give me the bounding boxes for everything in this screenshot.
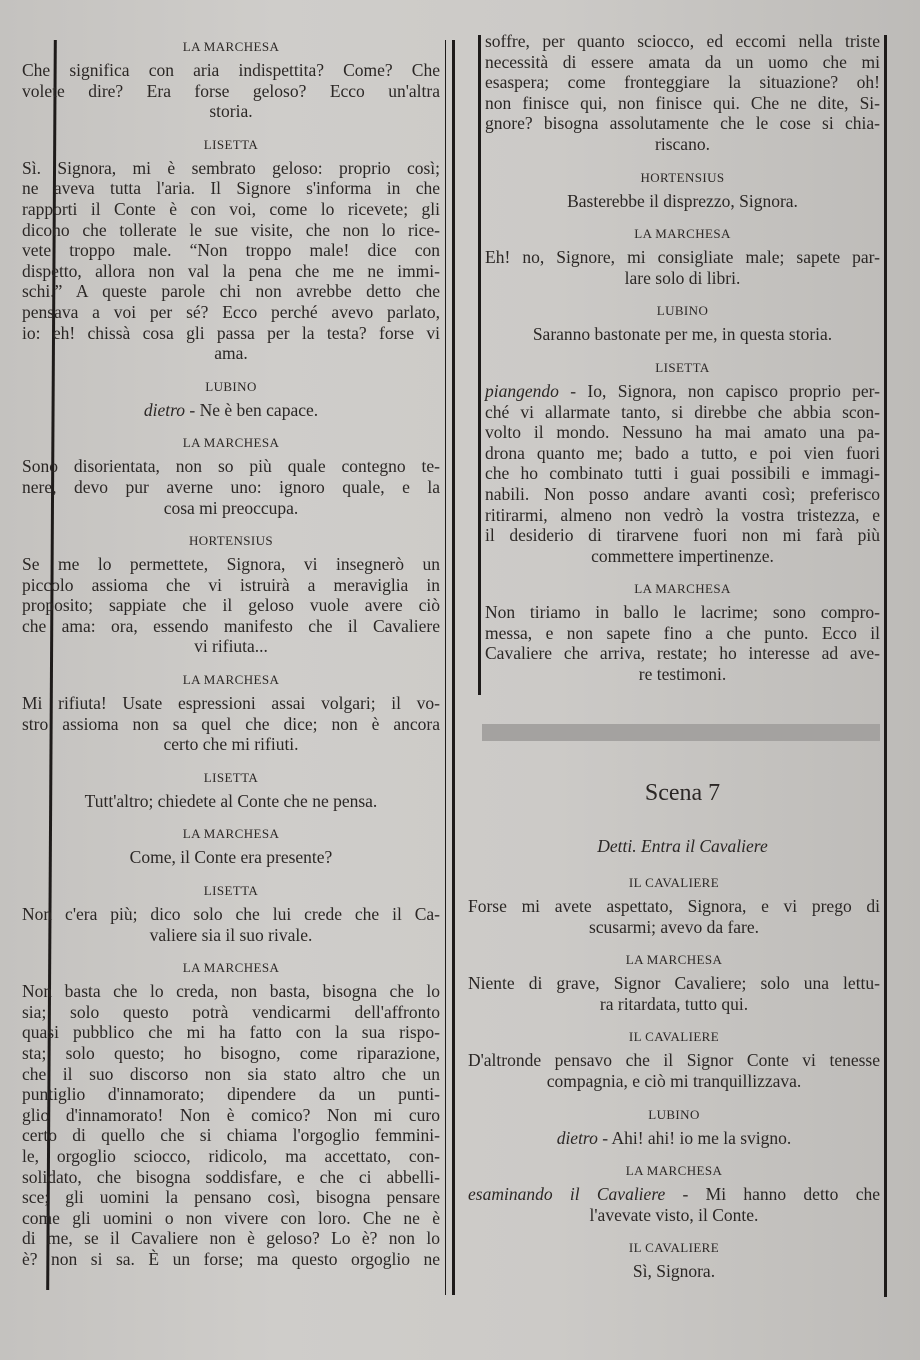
- stage-direction: dietro: [556, 1127, 598, 1148]
- text-line: le, orgoglio sciocco, ridicolo, ma accettato, con-: [22, 1145, 440, 1166]
- text-line: [468, 1184, 880, 1205]
- speaker-name: LISETTA: [203, 136, 259, 152]
- speech-block: [468, 1160, 880, 1225]
- speaker-name: LUBINO: [656, 303, 709, 319]
- scene-divider-bar: [482, 724, 880, 741]
- text-line: il desiderio di tirarvene fuori non mi farà più: [485, 525, 880, 546]
- column-rule: [478, 35, 481, 695]
- speech-block: [485, 578, 880, 684]
- text-line: che ho combinato tutti i guai possibili e immagi-: [485, 463, 880, 484]
- scene-dialogue: [468, 872, 880, 1294]
- text-line: puntiglio d'innamorato; dipendere da un punti-: [22, 1084, 440, 1105]
- text-line: sia; solo questo potrà vendicarmi dell'affronto: [22, 1001, 440, 1022]
- speaker-name: HORTENSIUS: [188, 533, 274, 549]
- text-line: Mi rifiuta! Usate espressioni assai volgari; il vo-: [22, 693, 440, 714]
- text-line: ritirarmi, almeno non vedrò la vostra tristezza, e: [485, 504, 880, 525]
- speaker-name: LUBINO: [648, 1106, 700, 1122]
- speech-block: [22, 134, 440, 364]
- text-line: Saranno bastonate per me, in questa storia.: [532, 324, 833, 345]
- text-line: Come, il Conte era presente?: [129, 847, 333, 868]
- text-line: quasi pubblico che mi ha fatto con la sua rispo-: [22, 1022, 440, 1043]
- text-line: non finisce qui, non finisce qui. Che ne dite, Si-: [485, 92, 880, 113]
- speaker-name: LA MARCHESA: [625, 952, 723, 968]
- left-column: [22, 36, 440, 1282]
- text-line: vete troppo male. “Non troppo male! dice con: [22, 240, 440, 261]
- speech-block: [468, 1026, 880, 1091]
- stage-direction: esaminando il Cavaliere: [468, 1184, 666, 1205]
- speaker-name: LA MARCHESA: [182, 672, 280, 688]
- speech-block: [485, 300, 880, 345]
- text-line: ra ritardata, tutto qui.: [599, 993, 749, 1014]
- text-line: io: eh! chissà cosa gli passa per la testa? forse vi: [22, 322, 440, 343]
- text-line: certo che mi rifiuti.: [163, 734, 299, 755]
- speech-block: [485, 223, 880, 288]
- text-line: come gli uomini o non vivere con loro. Che ne è: [22, 1207, 440, 1228]
- speech-block: [22, 957, 440, 1269]
- text-line: dispetto, allora non val la pena che me ne immi-: [22, 260, 440, 281]
- text-line: Basterebbe il disprezzo, Signora.: [567, 190, 798, 211]
- speaker-name: IL CAVALIERE: [628, 1029, 720, 1045]
- speaker-name: LUBINO: [205, 378, 257, 394]
- speaker-name: IL CAVALIERE: [628, 1240, 720, 1256]
- text-line: dicono che tollerate le sue visite, che non lo rice-: [22, 219, 440, 240]
- speech-block: [22, 530, 440, 657]
- text-line: l'avevate visto, il Conte.: [589, 1204, 759, 1225]
- speech-block: [485, 31, 880, 155]
- stage-direction: piangendo: [485, 380, 559, 401]
- speech-block: [22, 376, 440, 421]
- speaker-name: LA MARCHESA: [182, 826, 280, 842]
- text-line: messa, e non sapete fino a che punto. Ecco il: [485, 622, 880, 643]
- text-line: vi rifiuta...: [194, 636, 268, 657]
- text-line: drona quanto me; bado a tutto, e poi vien fuori: [485, 442, 880, 463]
- text-line: ne aveva tutta l'aria. Il Signore s'informa in che: [22, 178, 440, 199]
- speech-block: [468, 872, 880, 937]
- speaker-name: LA MARCHESA: [625, 1163, 723, 1179]
- speaker-name: HORTENSIUS: [640, 169, 725, 185]
- column-rule: [452, 40, 455, 1295]
- stage-direction: dietro: [143, 399, 186, 420]
- text-line: Che significa con aria indispettita? Come? Che: [22, 60, 440, 80]
- text-line: [485, 381, 880, 402]
- speech-block: [468, 949, 880, 1014]
- text-line: scusarmi; avevo da fare.: [588, 916, 760, 937]
- text-line: [468, 1128, 880, 1149]
- speech-block: [22, 823, 440, 868]
- text-line: di me, se il Cavaliere non è geloso? Lo è? non lo: [22, 1228, 440, 1249]
- text-line: Eh! no, Signore, mi consigliate male; sapete par-: [485, 247, 880, 268]
- line-text: - Mi hanno detto che: [665, 1184, 880, 1205]
- text-line: Sono disorientata, non so più quale contegno te-: [22, 456, 440, 477]
- speaker-name: LISETTA: [203, 769, 259, 785]
- text-line: esaspera; come fronteggiare la situazione? oh!: [485, 72, 880, 93]
- text-line: valiere sia il suo rivale.: [149, 924, 313, 945]
- text-line: piccolo assioma che vi istruirà a meraviglia in: [22, 574, 440, 595]
- speaker-name: LA MARCHESA: [634, 226, 731, 242]
- text-line: pensava a voi per sé? Ecco perché avevo parlato,: [22, 301, 440, 322]
- speech-block: [22, 36, 440, 122]
- text-line: storia.: [209, 101, 253, 122]
- scene-stage-direction: Detti. Entra il Cavaliere: [597, 836, 768, 856]
- text-line: [22, 400, 440, 421]
- text-line: nere, devo pur averne uno: ignoro quale, e la: [22, 476, 440, 497]
- speech-block: [22, 669, 440, 755]
- text-line: Se me lo permettete, Signora, vi insegnerò un: [22, 554, 440, 575]
- text-line: Forse mi avete aspettato, Signora, e vi prego di: [468, 896, 880, 916]
- text-line: commettere impertinenze.: [591, 545, 774, 566]
- scene-title: Scena 7: [644, 780, 721, 806]
- text-line: solidato, che bisogna soddisfare, e che ci abbelli-: [22, 1166, 440, 1187]
- speech-block: [22, 767, 440, 812]
- column-rule: [884, 35, 887, 1297]
- speaker-name: LA MARCHESA: [182, 435, 280, 451]
- text-line: ché vi allarmate tanto, si direbbe che abbia scon-: [485, 401, 880, 422]
- text-line: Cavaliere che arriva, restate; ho interesse ad ave-: [485, 643, 880, 664]
- text-line: Non tiriamo in ballo le lacrime; sono compro-: [485, 602, 880, 623]
- text-line: nabili. Non posso andare avanti così; preferisco: [485, 483, 880, 504]
- speech-block: [22, 880, 440, 945]
- text-line: sce; gli uomini la pensano così, bisogna pensare: [22, 1187, 440, 1208]
- text-line: stro assioma non sa quel che dice; non è ancora: [22, 713, 440, 734]
- text-line: necessità di essere amata da un uomo che mi: [485, 51, 880, 72]
- column-rule: [445, 40, 446, 1295]
- right-column: [485, 31, 880, 697]
- text-line: soffre, per quanto sciocco, ed eccomi nella triste: [485, 31, 880, 51]
- text-line: rapporti il Conte è con voi, come lo ricevete; gli: [22, 198, 440, 219]
- text-line: che ama: ora, essendo manifesto che il Cavaliere: [22, 615, 440, 636]
- speech-block: [485, 357, 880, 566]
- speaker-name: LA MARCHESA: [182, 39, 280, 54]
- text-line: volete dire? Era forse geloso? Ecco un'altra: [22, 80, 440, 101]
- text-line: schi.” A queste parole chi non avrebbe detto che: [22, 281, 440, 302]
- text-line: cosa mi preoccupa.: [163, 497, 299, 518]
- text-line: è? non si sa. È un forse; ma questo orgoglio ne: [22, 1248, 440, 1269]
- text-line: proposito; sappiate che il geloso vuole avere ciò: [22, 595, 440, 616]
- text-line: Non basta che lo creda, non basta, bisogna che lo: [22, 981, 440, 1002]
- text-line: sta; solo questo; ho bisogno, come riparazione,: [22, 1043, 440, 1063]
- text-line: Niente di grave, Signor Cavaliere; solo una lettu-: [468, 973, 880, 994]
- text-line: gnore? bisogna assolutamente che le cose si chia-: [485, 113, 880, 134]
- text-line: volto il mondo. Nessuno ha mai amato una pa-: [485, 422, 880, 443]
- speaker-name: LISETTA: [655, 359, 710, 375]
- speech-block: [468, 1237, 880, 1282]
- text-line: Sì. Signora, mi è sembrato geloso: proprio così;: [22, 157, 440, 178]
- text-line: ama.: [214, 343, 248, 364]
- speech-block: [485, 167, 880, 212]
- text-line: glio d'innamorato! Non è comico? Non mi curo: [22, 1104, 440, 1125]
- speaker-name: IL CAVALIERE: [628, 875, 720, 890]
- text-line: che il suo discorso non sia stato altro che un: [22, 1063, 440, 1084]
- speaker-name: LA MARCHESA: [634, 581, 731, 597]
- text-line: lare solo di libri.: [624, 267, 741, 288]
- text-line: Sì, Signora.: [632, 1261, 716, 1282]
- speaker-name: LISETTA: [203, 883, 259, 899]
- text-line: Tutt'altro; chiedete al Conte che ne pensa.: [84, 790, 378, 811]
- line-text: - Ne è ben capace.: [185, 399, 319, 420]
- text-line: D'altronde pensavo che il Signor Conte vi tenesse: [468, 1050, 880, 1071]
- line-text: - Ahi! ahi! io me la svigno.: [597, 1127, 792, 1148]
- text-line: certo di quello che si chiama l'orgoglio femmini-: [22, 1125, 440, 1146]
- text-line: compagnia, e ciò mi tranquillizzava.: [546, 1070, 802, 1091]
- text-line: riscano.: [655, 133, 710, 154]
- line-text: - Io, Signora, non capisco proprio per-: [558, 380, 880, 401]
- speech-block: [22, 432, 440, 518]
- speech-block: [468, 1104, 880, 1149]
- text-line: Non c'era più; dico solo che lui crede che il Ca-: [22, 904, 440, 925]
- speaker-name: LA MARCHESA: [182, 960, 280, 976]
- text-line: re testimoni.: [638, 664, 727, 685]
